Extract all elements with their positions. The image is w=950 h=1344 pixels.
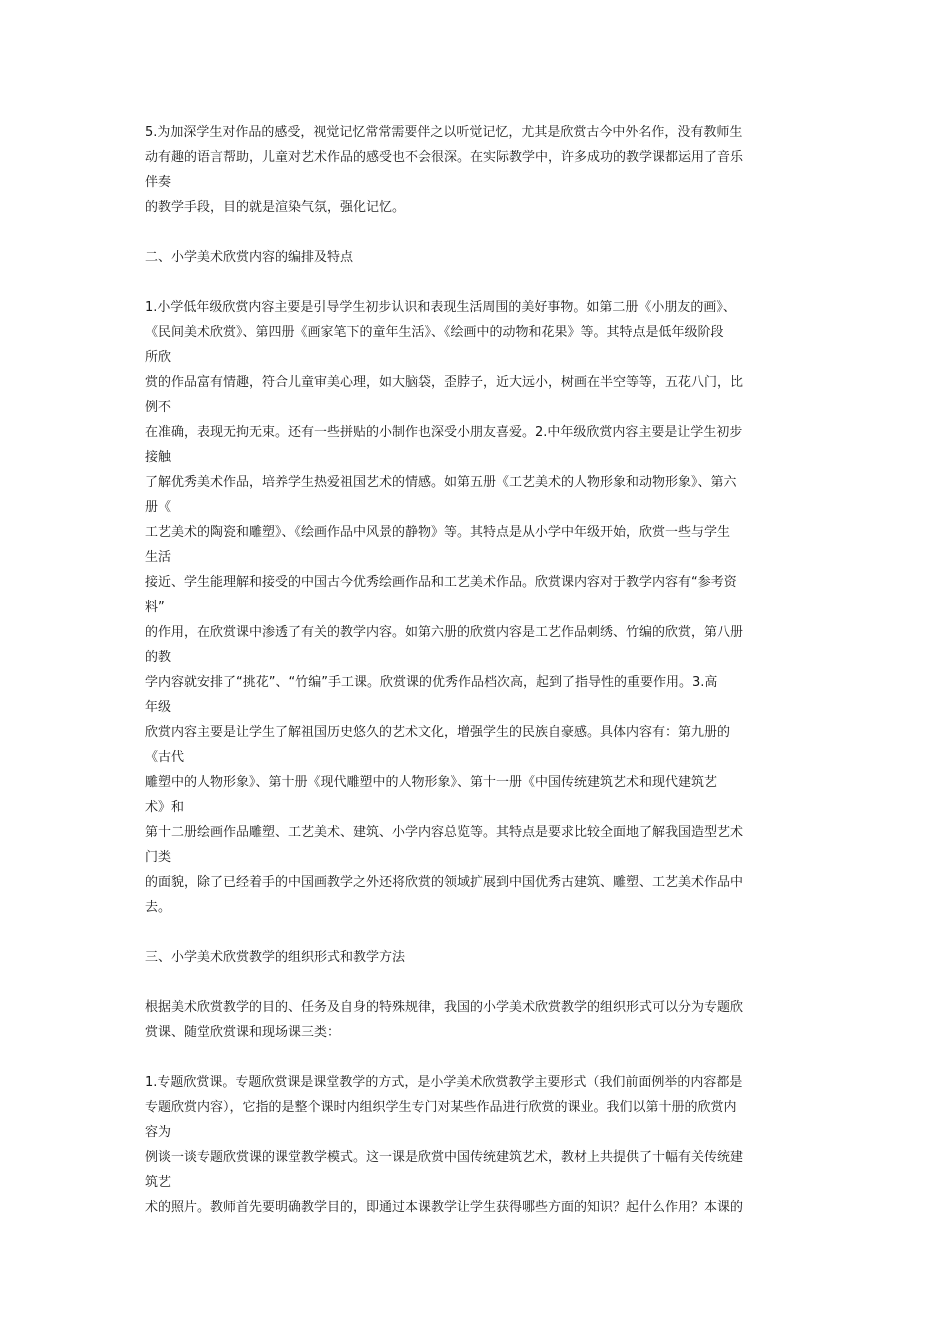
text-line: 赏的作品富有情趣，符合儿童审美心理，如大脑袋，歪脖子，近大远小，树画在半空等等，五花八门，比	[145, 375, 744, 390]
text-line: 例谈一谈专题欣赏课的课堂教学模式。这一课是欣赏中国传统建筑艺术，教材上共提供了十幅有关传统建	[145, 1150, 744, 1165]
text-line: 二、小学美术欣赏内容的编排及特点	[145, 250, 354, 265]
paragraph	[145, 295, 805, 920]
text-line: 5.为加深学生对作品的感受，视觉记忆常常需要伴之以听觉记忆，尤其是欣赏古今中外名作，没有教师生	[145, 125, 743, 140]
text-line: 1.小学低年级欣赏内容主要是引导学生初步认识和表现生活周围的美好事物。如第二册《小朋友的画》、	[145, 300, 736, 315]
text-line: 动有趣的语言帮助，儿童对艺术作品的感受也不会很深。在实际教学中，许多成功的教学课都运用了音乐	[145, 150, 744, 165]
paragraph-gap	[145, 270, 805, 295]
paragraph	[145, 120, 805, 220]
text-line: 容为	[145, 1125, 172, 1140]
text-line: 雕塑中的人物形象》、第十册《现代雕塑中的人物形象》、第十一册《中国传统建筑艺术和现代建筑艺	[145, 775, 718, 790]
text-line: 术的照片。教师首先要明确教学目的，即通过本课教学让学生获得哪些方面的知识？起什么作用？本课的	[145, 1200, 744, 1215]
section-heading	[145, 945, 805, 970]
document-page	[145, 120, 805, 1220]
paragraph	[145, 995, 805, 1045]
text-line: 接触	[145, 450, 172, 465]
text-line: 所欣	[145, 350, 172, 365]
text-line: 根据美术欣赏教学的目的、任务及自身的特殊规律，我国的小学美术欣赏教学的组织形式可以分为专题欣	[145, 1000, 744, 1015]
text-line: 术》和	[145, 800, 185, 815]
text-line: 例不	[145, 400, 172, 415]
text-line: 了解优秀美术作品，培养学生热爱祖国艺术的情感。如第五册《工艺美术的人物形象和动物形象》、第六	[145, 475, 737, 490]
text-line: 生活	[145, 550, 172, 565]
text-line: 《民间美术欣赏》、第四册《画家笔下的童年生活》、《绘画中的动物和花果》等。其特点是低年级阶段	[145, 325, 724, 340]
text-line: 的面貌，除了已经着手的中国画教学之外还将欣赏的领域扩展到中国优秀古建筑、雕塑、工艺美术作品中	[145, 875, 744, 890]
text-line: 在准确，表现无拘无束。还有一些拼贴的小制作也深受小朋友喜爱。2.中年级欣赏内容主要是让学生初步	[145, 425, 743, 440]
text-line: 三、小学美术欣赏教学的组织形式和教学方法	[145, 950, 406, 965]
text-line: 赏课、随堂欣赏课和现场课三类：	[145, 1025, 341, 1040]
text-line: 门类	[145, 850, 172, 865]
text-line: 年级	[145, 700, 172, 715]
text-line: 学内容就安排了“挑花”、“竹编”手工课。欣赏课的优秀作品档次高，起到了指导性的重要作用。3.高	[145, 675, 718, 690]
section-heading	[145, 245, 805, 270]
text-line: 《古代	[145, 750, 185, 765]
text-line: 工艺美术的陶瓷和雕塑》、《绘画作品中风景的静物》等。其特点是从小学中年级开始，欣赏一些与学生	[145, 525, 731, 540]
paragraph-gap	[145, 920, 805, 945]
text-line: 欣赏内容主要是让学生了解祖国历史悠久的艺术文化，增强学生的民族自豪感。具体内容有：第九册的	[145, 725, 731, 740]
text-line: 伴奏	[145, 175, 172, 190]
text-line: 册《	[145, 500, 172, 515]
paragraph	[145, 1070, 805, 1220]
paragraph-gap	[145, 220, 805, 245]
paragraph-gap	[145, 970, 805, 995]
text-line: 第十二册绘画作品雕塑、工艺美术、建筑、小学内容总览等。其特点是要求比较全面地了解我国造型艺术	[145, 825, 744, 840]
text-line: 专题欣赏内容），它指的是整个课时内组织学生专门对某些作品进行欣赏的课业。我们以第十册的欣赏内	[145, 1100, 737, 1115]
text-line: 料”	[145, 600, 165, 615]
text-line: 的作用，在欣赏课中渗透了有关的教学内容。如第六册的欣赏内容是工艺作品刺绣、竹编的欣赏，第八册	[145, 625, 744, 640]
paragraph-gap	[145, 1045, 805, 1070]
text-line: 的教学手段，目的就是渲染气氛，强化记忆。	[145, 200, 406, 215]
text-line: 去。	[145, 900, 172, 915]
text-line: 接近、学生能理解和接受的中国古今优秀绘画作品和工艺美术作品。欣赏课内容对于教学内容有“参考资	[145, 575, 737, 590]
text-line: 的教	[145, 650, 172, 665]
text-line: 筑艺	[145, 1175, 172, 1190]
text-line: 1.专题欣赏课。专题欣赏课是课堂教学的方式，是小学美术欣赏教学主要形式（我们前面例举的内容都是	[145, 1075, 743, 1090]
